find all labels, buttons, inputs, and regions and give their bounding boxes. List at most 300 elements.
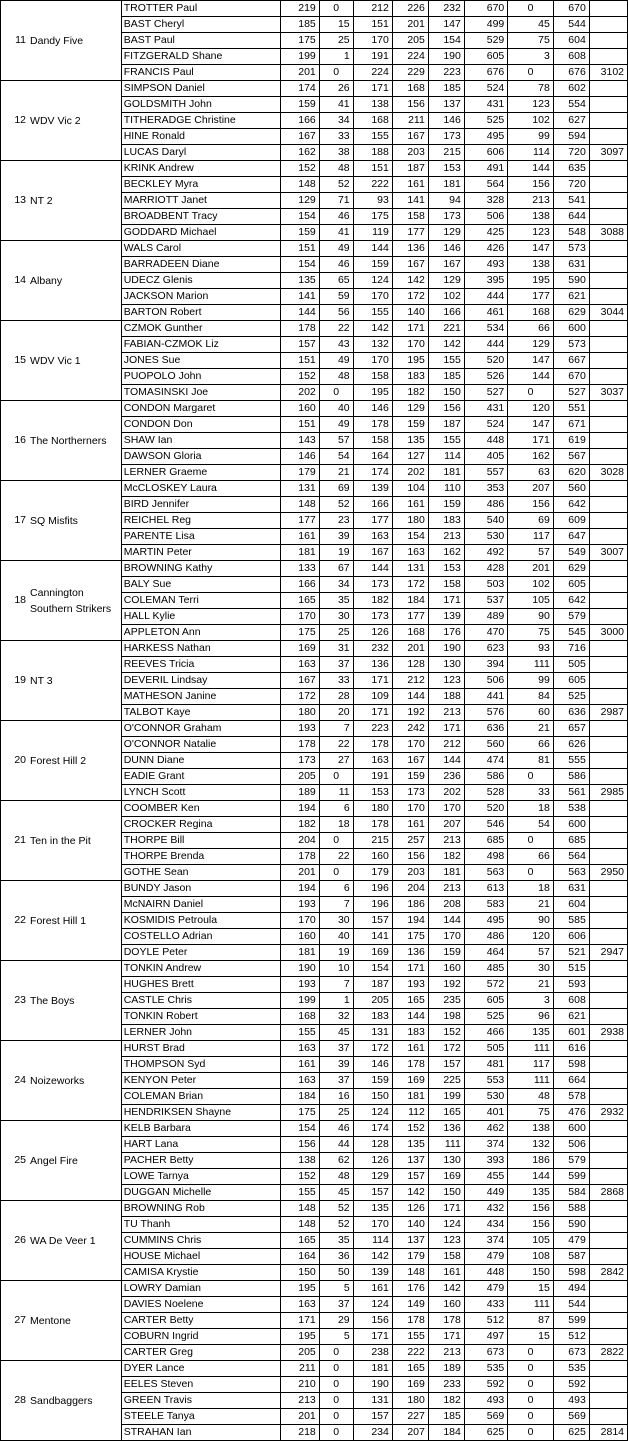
cell-scratch: 606 [464, 145, 507, 161]
cell-hcp: 184 [280, 1089, 319, 1105]
bowler-name: CARTER Betty [121, 1313, 280, 1329]
cell-scratch: 586 [464, 769, 507, 785]
cell-hcp: 205 [280, 769, 319, 785]
cell-g3: 213 [428, 833, 464, 849]
cell-hdcp: 18 [508, 881, 554, 897]
cell-scratch: 529 [464, 33, 507, 49]
cell-scratch: 512 [464, 1313, 507, 1329]
cell-diff: 34 [319, 113, 353, 129]
cell-diff: 0 [319, 1393, 353, 1409]
cell-hdcp: 147 [508, 417, 554, 433]
cell-scratch: 374 [464, 1137, 507, 1153]
cell-scratch: 481 [464, 1057, 507, 1073]
cell-hcp: 194 [280, 801, 319, 817]
cell-team-total [589, 113, 627, 129]
cell-g3: 124 [428, 1217, 464, 1233]
cell-g3: 144 [428, 753, 464, 769]
cell-g2: 184 [392, 593, 428, 609]
cell-hdcp: 0 [508, 65, 554, 81]
cell-total: 563 [553, 865, 589, 881]
cell-hcp: 170 [280, 913, 319, 929]
bowler-name: BAST Paul [121, 33, 280, 49]
team-name: WDV Vic 2 [28, 81, 121, 161]
cell-team-total [589, 737, 627, 753]
cell-team-total [589, 497, 627, 513]
cell-g1: 119 [353, 225, 392, 241]
cell-hdcp: 93 [508, 641, 554, 657]
cell-hcp: 175 [280, 1105, 319, 1121]
cell-hcp: 173 [280, 753, 319, 769]
cell-g1: 141 [353, 929, 392, 945]
team-name: Angel Fire [28, 1121, 121, 1201]
cell-hdcp: 66 [508, 321, 554, 337]
cell-scratch: 563 [464, 865, 507, 881]
cell-team-total [589, 1201, 627, 1217]
cell-hdcp: 150 [508, 1265, 554, 1281]
cell-hdcp: 102 [508, 113, 554, 129]
cell-diff: 37 [319, 1041, 353, 1057]
cell-team-total [589, 1153, 627, 1169]
cell-g1: 157 [353, 913, 392, 929]
cell-total: 616 [553, 1041, 589, 1057]
bowler-name: TONKIN Robert [121, 1009, 280, 1025]
cell-hdcp: 102 [508, 577, 554, 593]
cell-diff: 22 [319, 849, 353, 865]
team-rank: 26 [1, 1201, 29, 1281]
cell-g3: 173 [428, 209, 464, 225]
cell-g1: 191 [353, 49, 392, 65]
cell-g1: 173 [353, 577, 392, 593]
cell-diff: 50 [319, 1265, 353, 1281]
cell-g1: 175 [353, 209, 392, 225]
cell-total: 635 [553, 161, 589, 177]
table-row [1, 321, 628, 337]
cell-hcp: 180 [280, 705, 319, 721]
cell-hdcp: 207 [508, 481, 554, 497]
table-row [1, 81, 628, 97]
cell-total: 554 [553, 97, 589, 113]
cell-g2: 165 [392, 1361, 428, 1377]
cell-hdcp: 168 [508, 305, 554, 321]
cell-g2: 157 [392, 1169, 428, 1185]
cell-hcp: 182 [280, 817, 319, 833]
table-row [1, 161, 628, 177]
cell-g1: 154 [353, 961, 392, 977]
cell-total: 598 [553, 1265, 589, 1281]
cell-team-total [589, 337, 627, 353]
cell-g3: 155 [428, 433, 464, 449]
bowler-name: LYNCH Scott [121, 785, 280, 801]
bowler-name: THOMPSON Syd [121, 1057, 280, 1073]
cell-g1: 163 [353, 753, 392, 769]
cell-hcp: 202 [280, 385, 319, 401]
results-table-body [1, 1, 628, 1441]
cell-g2: 193 [392, 977, 428, 993]
cell-team-total: 2814 [589, 1425, 627, 1441]
cell-diff: 45 [319, 1025, 353, 1041]
bowler-name: APPLETON Ann [121, 625, 280, 641]
cell-team-total: 2947 [589, 945, 627, 961]
bowler-name: KENYON Peter [121, 1073, 280, 1089]
team-rank: 25 [1, 1121, 29, 1201]
cell-g2: 161 [392, 817, 428, 833]
cell-hdcp: 0 [508, 1, 554, 17]
cell-scratch: 328 [464, 193, 507, 209]
cell-g1: 146 [353, 401, 392, 417]
cell-g1: 139 [353, 481, 392, 497]
bowler-name: DYER Lance [121, 1361, 280, 1377]
bowler-name: SIMPSON Daniel [121, 81, 280, 97]
cell-total: 599 [553, 1169, 589, 1185]
cell-hdcp: 135 [508, 1025, 554, 1041]
table-row [1, 1041, 628, 1057]
cell-scratch: 461 [464, 305, 507, 321]
cell-scratch: 431 [464, 97, 507, 113]
cell-diff: 1 [319, 49, 353, 65]
cell-hdcp: 0 [508, 1345, 554, 1361]
cell-g1: 142 [353, 321, 392, 337]
cell-hdcp: 171 [508, 433, 554, 449]
cell-hdcp: 111 [508, 1041, 554, 1057]
bowler-name: LERNER John [121, 1025, 280, 1041]
cell-g3: 172 [428, 1041, 464, 1057]
cell-scratch: 557 [464, 465, 507, 481]
cell-g3: 176 [428, 625, 464, 641]
cell-hcp: 195 [280, 1281, 319, 1297]
cell-g3: 160 [428, 1297, 464, 1313]
cell-diff: 7 [319, 897, 353, 913]
table-row [1, 1, 628, 17]
cell-hdcp: 177 [508, 289, 554, 305]
cell-g1: 161 [353, 1281, 392, 1297]
cell-team-total [589, 673, 627, 689]
bowler-name: REEVES Tricia [121, 657, 280, 673]
cell-diff: 25 [319, 625, 353, 641]
cell-g3: 146 [428, 241, 464, 257]
cell-hdcp: 30 [508, 961, 554, 977]
cell-team-total [589, 1249, 627, 1265]
cell-team-total [589, 801, 627, 817]
bowler-name: KRINK Andrew [121, 161, 280, 177]
cell-g1: 153 [353, 785, 392, 801]
table-row [1, 1201, 628, 1217]
bowler-name: HURST Brad [121, 1041, 280, 1057]
cell-team-total [589, 321, 627, 337]
cell-hdcp: 57 [508, 945, 554, 961]
cell-hcp: 144 [280, 305, 319, 321]
bowler-name: TONKIN Andrew [121, 961, 280, 977]
bowler-name: LOWE Tarnya [121, 1169, 280, 1185]
cell-g3: 102 [428, 289, 464, 305]
team-name: WDV Vic 1 [28, 321, 121, 401]
cell-hcp: 178 [280, 737, 319, 753]
cell-g1: 136 [353, 657, 392, 673]
cell-team-total [589, 33, 627, 49]
cell-hdcp: 15 [508, 1281, 554, 1297]
cell-diff: 57 [319, 433, 353, 449]
cell-g2: 204 [392, 881, 428, 897]
bowler-name: BIRD Jennifer [121, 497, 280, 513]
cell-g3: 188 [428, 689, 464, 705]
cell-hcp: 166 [280, 577, 319, 593]
team-rank: 19 [1, 641, 29, 721]
cell-scratch: 393 [464, 1153, 507, 1169]
bowler-name: REICHEL Reg [121, 513, 280, 529]
cell-g3: 150 [428, 385, 464, 401]
cell-scratch: 405 [464, 449, 507, 465]
cell-g1: 172 [353, 1041, 392, 1057]
cell-diff: 49 [319, 417, 353, 433]
cell-g2: 128 [392, 657, 428, 673]
cell-g2: 136 [392, 241, 428, 257]
cell-team-total: 3037 [589, 385, 627, 401]
bowler-name: MARTIN Peter [121, 545, 280, 561]
cell-team-total [589, 401, 627, 417]
cell-hcp: 201 [280, 1409, 319, 1425]
cell-g3: 183 [428, 513, 464, 529]
cell-g1: 169 [353, 945, 392, 961]
cell-g2: 171 [392, 321, 428, 337]
cell-team-total: 3088 [589, 225, 627, 241]
cell-scratch: 534 [464, 321, 507, 337]
cell-g2: 202 [392, 465, 428, 481]
cell-team-total: 2950 [589, 865, 627, 881]
bowler-name: BROADBENT Tracy [121, 209, 280, 225]
cell-team-total [589, 449, 627, 465]
bowler-name: MARRIOTT Janet [121, 193, 280, 209]
table-row [1, 961, 628, 977]
cell-g2: 169 [392, 1073, 428, 1089]
cell-g1: 126 [353, 625, 392, 641]
cell-total: 636 [553, 705, 589, 721]
cell-hcp: 174 [280, 81, 319, 97]
cell-diff: 18 [319, 817, 353, 833]
cell-scratch: 425 [464, 225, 507, 241]
cell-team-total [589, 129, 627, 145]
cell-hcp: 201 [280, 865, 319, 881]
cell-total: 670 [553, 369, 589, 385]
cell-diff: 48 [319, 369, 353, 385]
cell-g2: 137 [392, 1233, 428, 1249]
cell-hdcp: 138 [508, 257, 554, 273]
cell-g1: 178 [353, 737, 392, 753]
cell-hcp: 165 [280, 593, 319, 609]
cell-scratch: 564 [464, 177, 507, 193]
cell-hdcp: 45 [508, 17, 554, 33]
cell-team-total [589, 1329, 627, 1345]
cell-scratch: 449 [464, 1185, 507, 1201]
cell-g1: 181 [353, 1361, 392, 1377]
cell-hdcp: 111 [508, 657, 554, 673]
cell-g2: 187 [392, 161, 428, 177]
cell-scratch: 374 [464, 1233, 507, 1249]
team-rank: 24 [1, 1041, 29, 1121]
cell-g3: 123 [428, 1233, 464, 1249]
bowler-name: CUMMINS Chris [121, 1233, 280, 1249]
cell-g3: 157 [428, 1057, 464, 1073]
cell-scratch: 479 [464, 1281, 507, 1297]
cell-hcp: 160 [280, 401, 319, 417]
cell-hdcp: 81 [508, 753, 554, 769]
cell-g3: 129 [428, 273, 464, 289]
cell-hdcp: 60 [508, 705, 554, 721]
table-row [1, 401, 628, 417]
cell-scratch: 493 [464, 257, 507, 273]
cell-diff: 0 [319, 1425, 353, 1441]
cell-g2: 129 [392, 401, 428, 417]
cell-hcp: 163 [280, 1041, 319, 1057]
bowler-name: TALBOT Kaye [121, 705, 280, 721]
cell-g1: 158 [353, 433, 392, 449]
cell-hcp: 159 [280, 97, 319, 113]
cell-hcp: 219 [280, 1, 319, 17]
cell-g1: 232 [353, 641, 392, 657]
cell-hdcp: 0 [508, 865, 554, 881]
cell-diff: 1 [319, 993, 353, 1009]
cell-total: 579 [553, 609, 589, 625]
cell-hdcp: 21 [508, 977, 554, 993]
cell-diff: 19 [319, 545, 353, 561]
cell-total: 621 [553, 1009, 589, 1025]
cell-g1: 139 [353, 1265, 392, 1281]
cell-g3: 130 [428, 657, 464, 673]
cell-scratch: 526 [464, 369, 507, 385]
team-rank: 22 [1, 881, 29, 961]
cell-hcp: 150 [280, 1265, 319, 1281]
cell-total: 592 [553, 1377, 589, 1393]
cell-total: 642 [553, 497, 589, 513]
cell-scratch: 353 [464, 481, 507, 497]
cell-scratch: 506 [464, 673, 507, 689]
cell-g3: 150 [428, 1185, 464, 1201]
cell-total: 664 [553, 1073, 589, 1089]
cell-g3: 159 [428, 497, 464, 513]
cell-diff: 48 [319, 1169, 353, 1185]
cell-total: 626 [553, 737, 589, 753]
cell-g1: 174 [353, 465, 392, 481]
table-row [1, 561, 628, 577]
cell-diff: 32 [319, 1009, 353, 1025]
cell-g2: 201 [392, 17, 428, 33]
cell-hcp: 141 [280, 289, 319, 305]
bowler-name: GREEN Travis [121, 1393, 280, 1409]
cell-total: 598 [553, 1057, 589, 1073]
cell-total: 505 [553, 657, 589, 673]
cell-g2: 144 [392, 1009, 428, 1025]
cell-hdcp: 195 [508, 273, 554, 289]
cell-hcp: 178 [280, 849, 319, 865]
cell-total: 602 [553, 81, 589, 97]
cell-g3: 181 [428, 865, 464, 881]
cell-scratch: 537 [464, 593, 507, 609]
cell-g3: 233 [428, 1377, 464, 1393]
team-rank: 17 [1, 481, 29, 561]
cell-g2: 167 [392, 129, 428, 145]
team-name: Dandy Five [28, 1, 121, 81]
team-rank: 16 [1, 401, 29, 481]
cell-total: 587 [553, 1249, 589, 1265]
cell-g1: 166 [353, 497, 392, 513]
cell-team-total [589, 657, 627, 673]
bowler-name: BUNDY Jason [121, 881, 280, 897]
cell-hdcp: 90 [508, 609, 554, 625]
cell-diff: 5 [319, 1329, 353, 1345]
cell-g3: 160 [428, 961, 464, 977]
cell-g1: 168 [353, 113, 392, 129]
cell-total: 671 [553, 417, 589, 433]
cell-g2: 158 [392, 209, 428, 225]
cell-diff: 10 [319, 961, 353, 977]
cell-g1: 124 [353, 273, 392, 289]
cell-diff: 46 [319, 209, 353, 225]
team-rank: 11 [1, 1, 29, 81]
cell-hcp: 195 [280, 1329, 319, 1345]
cell-team-total [589, 161, 627, 177]
cell-total: 631 [553, 257, 589, 273]
cell-scratch: 560 [464, 737, 507, 753]
cell-hdcp: 21 [508, 897, 554, 913]
bowler-name: MATHESON Janine [121, 689, 280, 705]
cell-diff: 0 [319, 385, 353, 401]
cell-scratch: 553 [464, 1073, 507, 1089]
cell-scratch: 530 [464, 529, 507, 545]
cell-g2: 192 [392, 705, 428, 721]
cell-scratch: 432 [464, 1201, 507, 1217]
cell-g3: 147 [428, 17, 464, 33]
cell-g1: 128 [353, 1137, 392, 1153]
cell-scratch: 546 [464, 817, 507, 833]
cell-total: 521 [553, 945, 589, 961]
cell-diff: 27 [319, 753, 353, 769]
cell-hcp: 172 [280, 689, 319, 705]
cell-scratch: 605 [464, 993, 507, 1009]
cell-g2: 194 [392, 913, 428, 929]
cell-hcp: 146 [280, 449, 319, 465]
cell-hcp: 168 [280, 1009, 319, 1025]
cell-team-total [589, 209, 627, 225]
cell-g3: 182 [428, 1393, 464, 1409]
cell-hdcp: 132 [508, 1137, 554, 1153]
cell-g1: 170 [353, 353, 392, 369]
cell-g2: 181 [392, 1089, 428, 1105]
cell-team-total [589, 817, 627, 833]
cell-total: 620 [553, 465, 589, 481]
cell-hcp: 185 [280, 17, 319, 33]
cell-team-total [589, 1409, 627, 1425]
cell-g1: 174 [353, 1121, 392, 1137]
cell-g1: 135 [353, 1201, 392, 1217]
cell-g3: 158 [428, 577, 464, 593]
cell-team-total [589, 1009, 627, 1025]
bowler-name: CONDON Margaret [121, 401, 280, 417]
team-name: Ten in the Pit [28, 801, 121, 881]
cell-g1: 178 [353, 417, 392, 433]
team-name: NT 2 [28, 161, 121, 241]
cell-scratch: 486 [464, 929, 507, 945]
cell-hdcp: 66 [508, 849, 554, 865]
cell-hcp: 148 [280, 1217, 319, 1233]
cell-hcp: 213 [280, 1393, 319, 1409]
cell-g1: 150 [353, 1089, 392, 1105]
cell-hcp: 131 [280, 481, 319, 497]
cell-hcp: 189 [280, 785, 319, 801]
cell-team-total [589, 1297, 627, 1313]
cell-g1: 215 [353, 833, 392, 849]
cell-hdcp: 156 [508, 1217, 554, 1233]
cell-diff: 20 [319, 705, 353, 721]
cell-diff: 21 [319, 465, 353, 481]
cell-hdcp: 96 [508, 1009, 554, 1025]
